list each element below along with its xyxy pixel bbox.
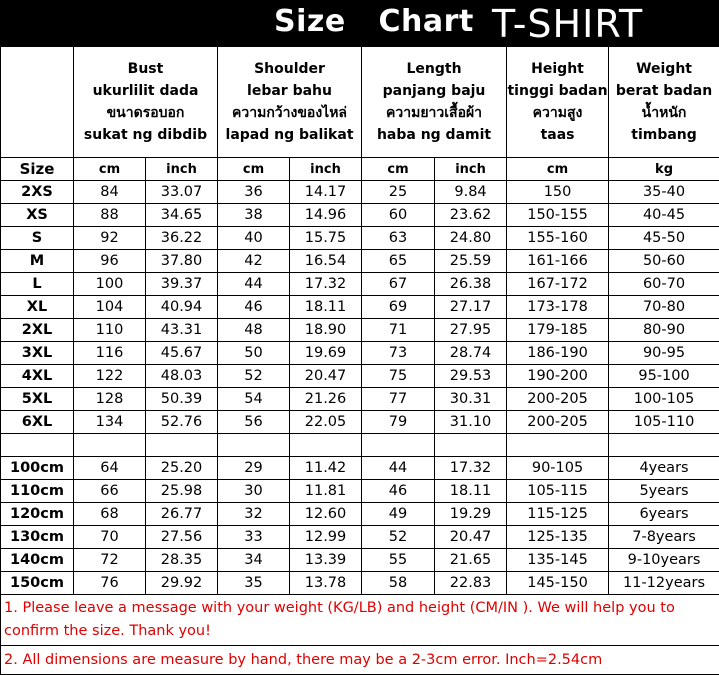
cell-bust-cm: 72 (74, 549, 146, 572)
cell-length-cm: 25 (362, 181, 435, 204)
cell-height-cm: 167-172 (507, 273, 609, 296)
cell-shoulder-cm: 35 (218, 572, 290, 595)
cell-length-cm: 77 (362, 388, 435, 411)
cell-size: 140cm (1, 549, 74, 572)
cell-length-cm: 73 (362, 342, 435, 365)
cell-length-inch: 23.62 (435, 204, 507, 227)
note-1: 1. Please leave a message with your weight (KG/LB) and height (CM/IN ). We will help you to confirm the size. Thank you! (1, 595, 719, 646)
cell-size: 110cm (1, 480, 74, 503)
spacer-cell (362, 434, 435, 457)
table-row (1, 227, 719, 250)
cell-shoulder-inch: 13.78 (290, 572, 362, 595)
cell-bust-cm: 92 (74, 227, 146, 250)
cell-length-cm: 46 (362, 480, 435, 503)
spacer-cell (435, 434, 507, 457)
unit-bust-cm: cm (74, 158, 146, 181)
cell-size: XL (1, 296, 74, 319)
cell-length-inch: 28.74 (435, 342, 507, 365)
cell-height-cm: 179-185 (507, 319, 609, 342)
unit-length-inch: inch (435, 158, 507, 181)
title-size-chart: Size Chart (274, 4, 474, 39)
cell-weight-kg: 35-40 (609, 181, 719, 204)
cell-weight-kg: 9-10years (609, 549, 719, 572)
cell-shoulder-cm: 46 (218, 296, 290, 319)
cell-bust-cm: 134 (74, 411, 146, 434)
cell-size: 3XL (1, 342, 74, 365)
cell-weight-kg: 4years (609, 457, 719, 480)
cell-height-cm: 135-145 (507, 549, 609, 572)
cell-height-cm: 200-205 (507, 411, 609, 434)
cell-shoulder-cm: 40 (218, 227, 290, 250)
header-bust-ms: ukurlilit dada (74, 80, 217, 102)
header-length (362, 47, 507, 158)
cell-shoulder-cm: 36 (218, 181, 290, 204)
cell-length-inch: 17.32 (435, 457, 507, 480)
cell-length-cm: 71 (362, 319, 435, 342)
cell-bust-inch: 45.67 (146, 342, 218, 365)
spacer-cell (609, 434, 719, 457)
cell-length-cm: 65 (362, 250, 435, 273)
cell-shoulder-inch: 20.47 (290, 365, 362, 388)
note-row-1 (1, 595, 719, 646)
cell-bust-cm: 76 (74, 572, 146, 595)
cell-shoulder-cm: 54 (218, 388, 290, 411)
header-shoulder (218, 47, 362, 158)
cell-bust-cm: 64 (74, 457, 146, 480)
cell-shoulder-cm: 52 (218, 365, 290, 388)
cell-bust-cm: 104 (74, 296, 146, 319)
cell-length-cm: 52 (362, 526, 435, 549)
cell-length-inch: 22.83 (435, 572, 507, 595)
cell-height-cm: 200-205 (507, 388, 609, 411)
cell-shoulder-cm: 50 (218, 342, 290, 365)
cell-size: 120cm (1, 503, 74, 526)
cell-length-cm: 67 (362, 273, 435, 296)
cell-shoulder-inch: 17.32 (290, 273, 362, 296)
cell-length-inch: 27.95 (435, 319, 507, 342)
spacer-cell (146, 434, 218, 457)
cell-shoulder-cm: 33 (218, 526, 290, 549)
unit-weight-kg: kg (609, 158, 719, 181)
cell-length-cm: 58 (362, 572, 435, 595)
cell-shoulder-inch: 14.96 (290, 204, 362, 227)
cell-length-cm: 63 (362, 227, 435, 250)
header-weight (609, 47, 719, 158)
table-row (1, 273, 719, 296)
cell-size: 130cm (1, 526, 74, 549)
table-row (1, 572, 719, 595)
cell-size: 4XL (1, 365, 74, 388)
title-t-shirt: T-SHIRT (492, 2, 643, 46)
cell-height-cm: 190-200 (507, 365, 609, 388)
cell-length-inch: 21.65 (435, 549, 507, 572)
table-row (1, 181, 719, 204)
table-row (1, 411, 719, 434)
cell-bust-inch: 52.76 (146, 411, 218, 434)
header-shoulder-en: Shoulder (218, 58, 361, 80)
cell-length-cm: 44 (362, 457, 435, 480)
cell-length-inch: 29.53 (435, 365, 507, 388)
cell-bust-inch: 39.37 (146, 273, 218, 296)
cell-length-inch: 25.59 (435, 250, 507, 273)
cell-weight-kg: 6years (609, 503, 719, 526)
header-length-th: ความยาวเสื้อผ้า (362, 102, 506, 124)
cell-shoulder-cm: 44 (218, 273, 290, 296)
header-length-ms: panjang baju (362, 80, 506, 102)
unit-height-cm: cm (507, 158, 609, 181)
table-row (1, 296, 719, 319)
cell-shoulder-cm: 42 (218, 250, 290, 273)
cell-size: 5XL (1, 388, 74, 411)
cell-length-cm: 49 (362, 503, 435, 526)
table-row (1, 549, 719, 572)
table-row (1, 365, 719, 388)
title-bar (0, 0, 719, 46)
cell-weight-kg: 7-8years (609, 526, 719, 549)
spacer-row (1, 434, 719, 457)
cell-bust-cm: 88 (74, 204, 146, 227)
cell-shoulder-inch: 16.54 (290, 250, 362, 273)
table-row (1, 342, 719, 365)
table-row (1, 319, 719, 342)
cell-bust-inch: 25.98 (146, 480, 218, 503)
cell-shoulder-inch: 12.99 (290, 526, 362, 549)
spacer-cell (1, 434, 74, 457)
cell-shoulder-inch: 13.39 (290, 549, 362, 572)
cell-weight-kg: 45-50 (609, 227, 719, 250)
cell-bust-inch: 26.77 (146, 503, 218, 526)
table-row (1, 388, 719, 411)
cell-weight-kg: 40-45 (609, 204, 719, 227)
cell-length-cm: 79 (362, 411, 435, 434)
spacer-cell (507, 434, 609, 457)
cell-shoulder-cm: 29 (218, 457, 290, 480)
header-bust-tl: sukat ng dibdib (74, 124, 217, 146)
cell-length-inch: 26.38 (435, 273, 507, 296)
cell-weight-kg: 60-70 (609, 273, 719, 296)
cell-bust-cm: 84 (74, 181, 146, 204)
cell-size: 2XS (1, 181, 74, 204)
table-row (1, 526, 719, 549)
cell-length-cm: 55 (362, 549, 435, 572)
cell-shoulder-inch: 14.17 (290, 181, 362, 204)
cell-length-inch: 30.31 (435, 388, 507, 411)
cell-shoulder-cm: 32 (218, 503, 290, 526)
cell-length-inch: 27.17 (435, 296, 507, 319)
cell-bust-inch: 43.31 (146, 319, 218, 342)
cell-shoulder-inch: 12.60 (290, 503, 362, 526)
cell-bust-cm: 128 (74, 388, 146, 411)
cell-bust-inch: 34.65 (146, 204, 218, 227)
cell-size: 2XL (1, 319, 74, 342)
cell-shoulder-inch: 19.69 (290, 342, 362, 365)
cell-length-inch: 19.29 (435, 503, 507, 526)
cell-bust-inch: 28.35 (146, 549, 218, 572)
header-height-tl: taas (507, 124, 608, 146)
cell-shoulder-inch: 18.11 (290, 296, 362, 319)
cell-bust-inch: 37.80 (146, 250, 218, 273)
cell-bust-cm: 122 (74, 365, 146, 388)
cell-shoulder-inch: 22.05 (290, 411, 362, 434)
spacer-cell (74, 434, 146, 457)
cell-height-cm: 186-190 (507, 342, 609, 365)
cell-size: S (1, 227, 74, 250)
table-row (1, 457, 719, 480)
note-2: 2. All dimensions are measure by hand, there may be a 2-3cm error. Inch=2.54cm (1, 646, 719, 675)
table-row (1, 503, 719, 526)
units-row (1, 158, 719, 181)
cell-bust-cm: 66 (74, 480, 146, 503)
unit-length-cm: cm (362, 158, 435, 181)
cell-height-cm: 173-178 (507, 296, 609, 319)
cell-shoulder-inch: 21.26 (290, 388, 362, 411)
cell-weight-kg: 90-95 (609, 342, 719, 365)
unit-size: Size (1, 158, 74, 181)
cell-shoulder-inch: 11.42 (290, 457, 362, 480)
cell-shoulder-cm: 34 (218, 549, 290, 572)
header-shoulder-tl: lapad ng balikat (218, 124, 361, 146)
header-length-en: Length (362, 58, 506, 80)
cell-size: M (1, 250, 74, 273)
cell-height-cm: 105-115 (507, 480, 609, 503)
cell-shoulder-inch: 18.90 (290, 319, 362, 342)
cell-length-inch: 31.10 (435, 411, 507, 434)
cell-bust-cm: 116 (74, 342, 146, 365)
cell-length-inch: 20.47 (435, 526, 507, 549)
cell-bust-cm: 100 (74, 273, 146, 296)
cell-size: XS (1, 204, 74, 227)
header-shoulder-ms: lebar bahu (218, 80, 361, 102)
corner-cell (1, 47, 74, 158)
cell-bust-inch: 25.20 (146, 457, 218, 480)
cell-weight-kg: 50-60 (609, 250, 719, 273)
note-row-2 (1, 646, 719, 675)
header-height-ms: tinggi badan (507, 80, 608, 102)
header-weight-tl: timbang (609, 124, 719, 146)
cell-size: 150cm (1, 572, 74, 595)
cell-bust-cm: 96 (74, 250, 146, 273)
cell-bust-cm: 110 (74, 319, 146, 342)
cell-bust-cm: 68 (74, 503, 146, 526)
cell-shoulder-inch: 15.75 (290, 227, 362, 250)
cell-weight-kg: 100-105 (609, 388, 719, 411)
cell-height-cm: 115-125 (507, 503, 609, 526)
cell-weight-kg: 95-100 (609, 365, 719, 388)
cell-bust-inch: 40.94 (146, 296, 218, 319)
cell-height-cm: 90-105 (507, 457, 609, 480)
cell-height-cm: 125-135 (507, 526, 609, 549)
header-bust-th: ขนาดรอบอก (74, 102, 217, 124)
cell-bust-cm: 70 (74, 526, 146, 549)
cell-length-cm: 75 (362, 365, 435, 388)
cell-bust-inch: 48.03 (146, 365, 218, 388)
cell-length-inch: 9.84 (435, 181, 507, 204)
header-bust (74, 47, 218, 158)
header-height-th: ความสูง (507, 102, 608, 124)
cell-shoulder-cm: 30 (218, 480, 290, 503)
header-weight-ms: berat badan (609, 80, 719, 102)
cell-length-cm: 69 (362, 296, 435, 319)
cell-shoulder-inch: 11.81 (290, 480, 362, 503)
cell-weight-kg: 11-12years (609, 572, 719, 595)
cell-length-inch: 18.11 (435, 480, 507, 503)
cell-height-cm: 150 (507, 181, 609, 204)
header-length-tl: haba ng damit (362, 124, 506, 146)
cell-size: L (1, 273, 74, 296)
header-height (507, 47, 609, 158)
cell-bust-inch: 27.56 (146, 526, 218, 549)
header-shoulder-th: ความกว้างของไหล่ (218, 102, 361, 124)
unit-bust-inch: inch (146, 158, 218, 181)
size-table (0, 46, 719, 675)
cell-shoulder-cm: 56 (218, 411, 290, 434)
cell-height-cm: 150-155 (507, 204, 609, 227)
cell-weight-kg: 5years (609, 480, 719, 503)
header-weight-th: น้ำหนัก (609, 102, 719, 124)
cell-weight-kg: 80-90 (609, 319, 719, 342)
cell-bust-inch: 33.07 (146, 181, 218, 204)
cell-height-cm: 145-150 (507, 572, 609, 595)
cell-length-inch: 24.80 (435, 227, 507, 250)
cell-bust-inch: 50.39 (146, 388, 218, 411)
table-row (1, 204, 719, 227)
spacer-cell (290, 434, 362, 457)
cell-height-cm: 161-166 (507, 250, 609, 273)
cell-size: 100cm (1, 457, 74, 480)
header-height-en: Height (507, 58, 608, 80)
cell-height-cm: 155-160 (507, 227, 609, 250)
header-weight-en: Weight (609, 58, 719, 80)
header-row (1, 47, 719, 158)
table-row (1, 480, 719, 503)
unit-shoulder-inch: inch (290, 158, 362, 181)
cell-shoulder-cm: 38 (218, 204, 290, 227)
cell-shoulder-cm: 48 (218, 319, 290, 342)
cell-weight-kg: 105-110 (609, 411, 719, 434)
cell-weight-kg: 70-80 (609, 296, 719, 319)
spacer-cell (218, 434, 290, 457)
header-bust-en: Bust (74, 58, 217, 80)
table-row (1, 250, 719, 273)
cell-size: 6XL (1, 411, 74, 434)
cell-length-cm: 60 (362, 204, 435, 227)
cell-bust-inch: 36.22 (146, 227, 218, 250)
cell-bust-inch: 29.92 (146, 572, 218, 595)
unit-shoulder-cm: cm (218, 158, 290, 181)
